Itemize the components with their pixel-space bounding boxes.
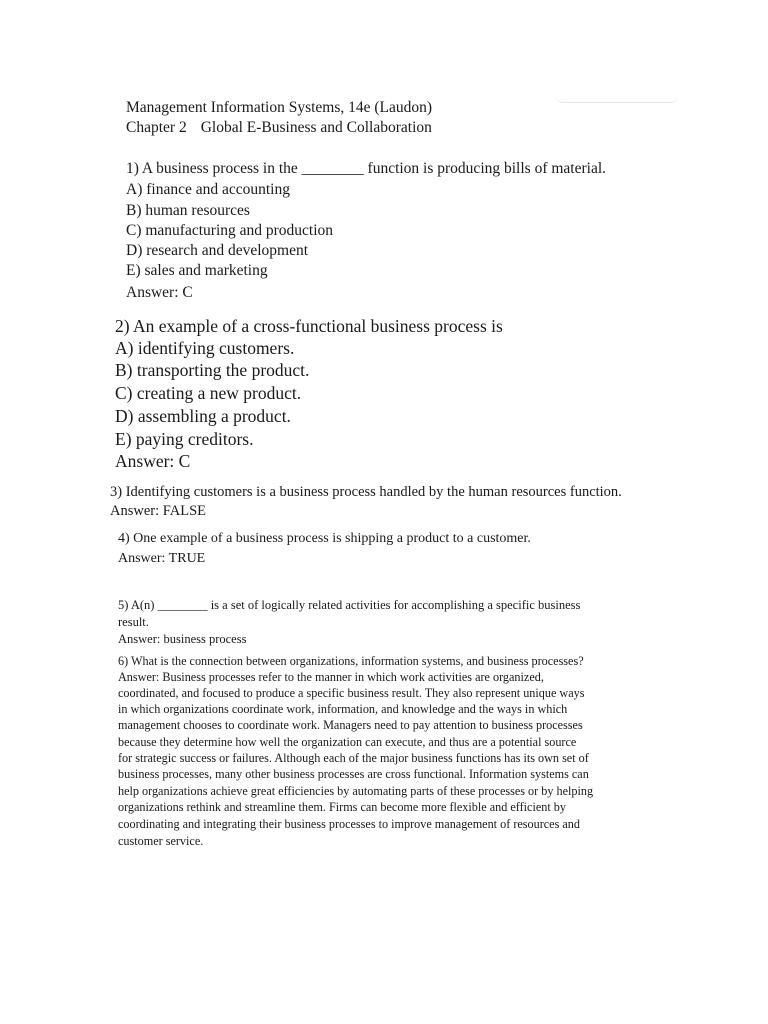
question-2-stem: 2) An example of a cross-functional business process is	[115, 316, 503, 336]
question-5-stem-line-1: 5) A(n) ________ is a set of logically related activities for accomplishing a specific business	[118, 598, 581, 612]
question-2-option-d: D) assembling a product.	[115, 406, 291, 426]
question-1-option-a: A) finance and accounting	[126, 181, 290, 198]
question-6-answer-line: business processes, many other business processes are cross functional. Information systems can	[118, 767, 589, 781]
question-6-answer-line: coordinating and integrating their business processes to improve management of resources and	[118, 817, 580, 831]
question-1-stem: 1) A business process in the ________ function is producing bills of material.	[126, 160, 607, 177]
page-smudge	[556, 96, 678, 103]
question-1-answer: Answer: C	[126, 284, 193, 301]
chapter-heading	[126, 119, 432, 137]
question-5-stem-line-2: result.	[118, 615, 149, 629]
question-3-stem: 3) Identifying customers is a business process handled by the human resources function.	[110, 484, 622, 500]
question-6-answer-line: Answer: Business processes refer to the manner in which work activities are organized,	[118, 670, 544, 684]
question-6-answer-line: management chooses to coordinate work. Managers need to pay attention to business processes	[118, 718, 583, 732]
question-2-answer: Answer: C	[115, 451, 191, 471]
question-6-answer-line: in which organizations coordinate work, information, and knowledge and the ways in which	[118, 702, 568, 716]
question-3-answer: Answer: FALSE	[110, 503, 206, 519]
question-6-stem: 6) What is the connection between organizations, information systems, and business processes?	[118, 654, 584, 668]
question-2-option-b: B) transporting the product.	[115, 360, 310, 380]
question-2-option-a: A) identifying customers.	[115, 338, 295, 358]
chapter-title: Global E-Business and Collaboration	[200, 119, 432, 136]
question-2-option-e: E) paying creditors.	[115, 429, 254, 449]
question-6-answer-line: for strategic success or failures. Although each of the major business functions has its own set of	[118, 751, 589, 765]
question-6-answer-line: organizations rethink and streamline them. Firms can become more flexible and efficient by	[118, 800, 566, 814]
question-4-stem: 4) One example of a business process is shipping a product to a customer.	[118, 531, 531, 546]
question-1-option-d: D) research and development	[126, 242, 309, 259]
question-6-answer-line: customer service.	[118, 834, 204, 848]
question-1-option-b: B) human resources	[126, 202, 250, 219]
question-6-answer-line: coordinated, and focused to produce a specific business result. They also represent unique ways	[118, 686, 585, 700]
question-6-answer-line: because they determine how well the organization can execute, and thus are a potential source	[118, 735, 577, 749]
question-6-answer-line: help organizations achieve great efficiencies by automating parts of these processes or by helping	[118, 784, 594, 798]
question-2-option-c: C) creating a new product.	[115, 383, 302, 403]
chapter-number: Chapter 2	[126, 119, 187, 136]
question-4-answer: Answer: TRUE	[118, 551, 206, 566]
question-1-option-c: C) manufacturing and production	[126, 222, 334, 239]
book-title: Management Information Systems, 14e (Laudon)	[126, 99, 433, 116]
question-1-option-e: E) sales and marketing	[126, 262, 268, 279]
question-5-answer: Answer: business process	[118, 632, 247, 646]
